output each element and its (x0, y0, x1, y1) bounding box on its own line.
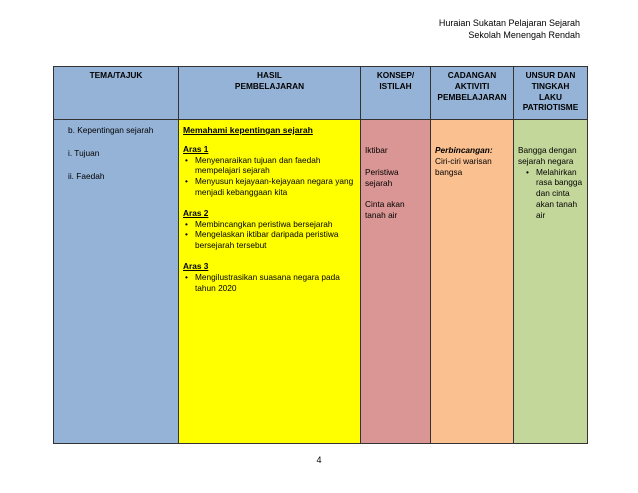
unsur-text: Bangga dengan (518, 145, 577, 155)
list-item: • Mengelaskan iktibar daripada peristiwa bersejarah tersebut (185, 229, 339, 251)
bullet-icon: • (185, 218, 188, 229)
konsep-item: Iktibar (365, 145, 388, 155)
header-title: Huraian Sukatan Pelajaran Sejarah (438, 18, 580, 28)
aras-1-label: Aras 1 (183, 143, 209, 154)
page-number: 4 (316, 455, 322, 465)
syllabus-table (53, 66, 588, 444)
bullet-icon: • (185, 154, 188, 165)
konsep-item: Cinta akan (365, 199, 405, 210)
document-header (439, 17, 580, 41)
list-item: • Menyusun kejayaan-kejayaan negara yang menjadi kebanggaan kita (185, 176, 354, 197)
list-item: • Menyenaraikan tujuan dan faedah mempelajari sejarah (185, 154, 321, 176)
list-item: • Melahirkan rasa bangga dan cinta akan tanah air (526, 166, 583, 220)
hasil-heading: Memahami kepentingan sejarah (183, 125, 313, 135)
table-body-row (54, 120, 588, 444)
bullet-icon: • (185, 176, 188, 187)
tema-item: b. Kepentingan sejarah (68, 125, 154, 135)
header-tema: TEMA/TAJUK (54, 67, 179, 120)
aras-3-label: Aras 3 (183, 260, 209, 271)
unsur-cell (514, 120, 588, 444)
cadangan-cell (431, 120, 514, 444)
hasil-cell (179, 120, 361, 444)
list-item: • Membincangkan peristiwa bersejarah (185, 218, 333, 229)
unsur-list (518, 167, 583, 221)
bullet-icon: • (185, 229, 188, 240)
list-item: • Mengilustrasikan suasana negara pada tahun 2020 (185, 271, 340, 293)
konsep-item: Peristiwa (365, 166, 399, 177)
tema-cell (54, 120, 179, 444)
bullet-icon: • (526, 166, 529, 177)
header-hasil: HASIL PEMBELAJARAN (179, 67, 361, 120)
konsep-item: sejarah (365, 177, 393, 188)
header-cadangan: CADANGAN AKTIVITI PEMBELAJARAN (431, 67, 514, 120)
tema-item: i. Tujuan (68, 147, 100, 158)
cadangan-text: Ciri-ciri warisan (435, 155, 492, 166)
aras-3-list (183, 272, 356, 294)
bullet-icon: • (185, 271, 188, 282)
konsep-cell (361, 120, 431, 444)
aras-2-label: Aras 2 (183, 207, 209, 218)
konsep-item: tanah air (365, 210, 398, 221)
aras-2-list (183, 219, 356, 251)
header-konsep: KONSEP/ ISTILAH (361, 67, 431, 120)
table-header-row (54, 67, 588, 120)
unsur-text: sejarah negara (518, 155, 574, 166)
header-subtitle: Sekolah Menengah Rendah (468, 30, 580, 40)
cadangan-label: Perbincangan: (435, 145, 493, 155)
header-unsur: UNSUR DAN TINGKAH LAKU PATRIOTISME (514, 67, 588, 120)
tema-item: ii. Faedah (68, 170, 105, 181)
aras-1-list (183, 155, 356, 198)
cadangan-text: bangsa (435, 166, 463, 177)
